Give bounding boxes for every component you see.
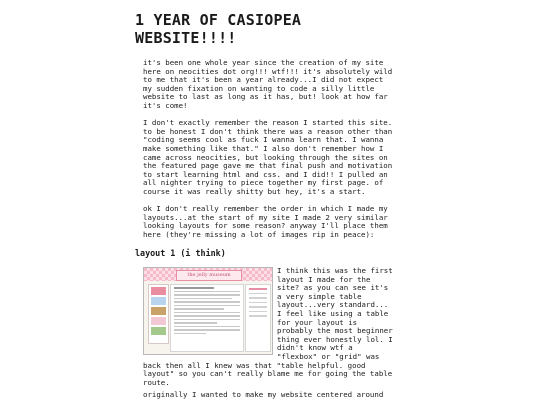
thumbnail-sidebar	[148, 284, 169, 344]
paragraph-cutoff: originally I wanted to make my website centered around	[143, 390, 384, 400]
thumbnail-sidebar-image	[151, 287, 166, 295]
layout-1-screenshot	[143, 267, 273, 355]
thumbnail-banner-title: the jelly museum	[176, 270, 242, 281]
paragraph-3: ok I don't really remember the order in which I made my layouts...at the start of my site I made 2 very similar looking layouts for some reason? anyway I'll place them here (they're missing a lot of images rip in peace):	[143, 204, 388, 239]
layout-1-section	[143, 267, 396, 387]
section-heading-layout-1: layout 1 (i think)	[135, 248, 226, 259]
layout-1-description: I think this was the first layout I made for the site? as you can see it's a very simple table layout...very standard... I feel like using a table for your layout is probably the most beginner thing ever honestly lol. I didn't know wtf a "flexbox" or "grid" was back then all I knew was that "table helpful. good layout" so you can't really blame me for going the table route.	[143, 266, 393, 387]
thumbnail-sidebar-image	[151, 327, 166, 335]
page-title: 1 YEAR OF CASIOPEA WEBSITE!!!!	[135, 11, 302, 47]
paragraph-2: I don't exactly remember the reason I started this site. to be honest I don't think there was a reason other than "coding seems cool as fuck I wanna learn that. I wanna make something like that." I also don't remember how I came across neocities, but looking through the sites on the featured page gave me that final push and motivation to start learning html and css. and I did!! I pulled an all nighter trying to piece together my first page. of course it was really shitty but hey, it's a start.	[143, 118, 393, 196]
intro-text	[143, 59, 396, 239]
thumbnail-sidebar-image	[151, 317, 166, 325]
thumbnail-sidebar-image	[151, 307, 166, 315]
article	[135, 8, 400, 400]
thumbnail-main-column	[170, 284, 244, 352]
paragraph-1: it's been one whole year since the creation of my site here on neocities dot org!!! wtf!!! it's absolutely wild to me that it's been a year already...I did not expect my sudden fixation on wanting to code a silly little website to last as long as it has, but! look at how far it's come!	[143, 58, 393, 110]
thumbnail-right-column	[245, 284, 271, 352]
thumbnail-sidebar-image	[151, 297, 166, 305]
